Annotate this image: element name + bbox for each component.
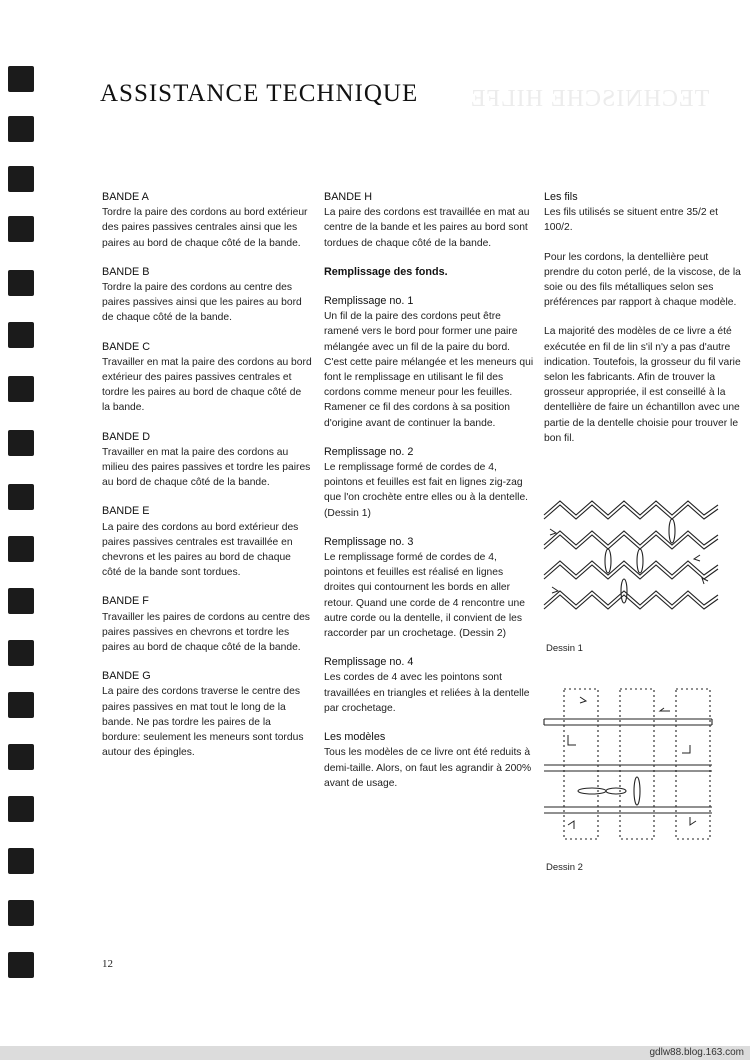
section-heading: Remplissage no. 3 xyxy=(324,535,414,548)
binding-tab xyxy=(8,796,34,822)
section-bande-h xyxy=(324,190,534,251)
bleed-through-title: TECHNISCHE HILFE xyxy=(470,86,710,112)
section-bande-c xyxy=(102,340,312,416)
section-remplissage-3 xyxy=(324,535,534,641)
section-heading: BANDE D xyxy=(102,430,150,443)
crochet-arrows xyxy=(568,697,696,829)
binding-tab xyxy=(8,270,34,296)
straight-bands xyxy=(544,719,712,813)
footer-bar xyxy=(0,1046,750,1060)
binding-tab xyxy=(8,744,34,770)
section-heading: Les modèles xyxy=(324,731,386,744)
binding-tab xyxy=(8,900,34,926)
section-text: Travailler les paires de cordons au centre des paires passives en chevrons et tordre les paires au bord de chaque côté de la bande. xyxy=(102,611,310,654)
column-3 xyxy=(544,190,744,460)
section-bande-d xyxy=(102,430,312,491)
section-heading: BANDE C xyxy=(102,340,150,353)
section-remplissage-4 xyxy=(324,655,534,716)
section-text: La majorité des modèles de ce livre a été exécutée en fil de lin s'il n'y a pas d'autre indication. Toutefois, la grosseur du fil varie selon les fabricants. Afin de trouver la grosseur appropriée, il est conseillé à la dentellière de faire un échantillon avec une partie de la dentelle choisie pour trouver le bon fil. xyxy=(544,326,741,444)
page-title: ASSISTANCE TECHNIQUE xyxy=(100,80,419,107)
section-bande-f xyxy=(102,594,312,655)
section-text: La paire des cordons traverse le centre des paires passives en mat tout le long de la bande. Ne pas tordre les paires de la bordure: seulement les meneurs sont tordus autour des épingles. xyxy=(102,686,304,759)
binding-tab xyxy=(8,692,34,718)
section-text: Le remplissage formé de cordes de 4, pointons et feuilles est réalisé en lignes droites qui contournent les bords en aller retour. Quand une corde de 4 rencontre une autre corde ou la dentelle, il convient de les raccorder par un crochetage. (Dessin 2) xyxy=(324,552,525,640)
section-text: La paire des cordons au bord extérieur des paires passives centrales est travaillée en chevrons et les paires au bord de chaque côté de la bande sont tordues. xyxy=(102,521,299,579)
leaf-crossings xyxy=(578,777,640,805)
page-number: 12 xyxy=(102,958,113,970)
section-text: Pour les cordons, la dentellière peut prendre du coton perlé, de la viscose, de la soie ou des fils métalliques selon ses préférences par rapport à chaque modèle. xyxy=(544,251,741,309)
section-heading: BANDE E xyxy=(102,505,150,518)
section-bande-a xyxy=(102,190,312,251)
section-text: Un fil de la paire des cordons peut être ramené vers le bord pour former une paire mélangée avec un fil de la paire du bord. C'est cette paire mélangée et les meneurs qui font le remplissage en utilisant le fil des cordons comme meneur pour les feuilles. Ramener ce fil des cordons à sa position d'origine avant de continuer la bande. xyxy=(324,311,534,429)
binding-tab xyxy=(8,640,34,666)
section-text: La paire des cordons est travaillée en mat au centre de la bande et les paires au bord sont tordues de chaque côté de la bande. xyxy=(324,207,530,249)
section-text: Le remplissage formé de cordes de 4, pointons et feuilles est fait en lignes zig-zag que l'on crochète entre elles ou à la dentelle. (Dessin 1) xyxy=(324,462,529,519)
section-heading: BANDE A xyxy=(102,191,149,203)
section-text: Travailler en mat la paire des cordons au milieu des paires passives et tordre les paires au bord de chaque côté de la bande. xyxy=(102,446,311,489)
section-bande-g xyxy=(102,669,312,760)
binding-tab xyxy=(8,166,34,192)
section-heading: BANDE B xyxy=(102,265,150,278)
section-heading: Les fils xyxy=(544,191,578,203)
binding-tab xyxy=(8,430,34,456)
binding-tab xyxy=(8,216,34,242)
section-les-modeles xyxy=(324,730,534,791)
section-cordons xyxy=(544,250,744,311)
section-text: Tous les modèles de ce livre ont été reduits à demi-taille. Alors, on faut les agrandir à 200% avant de usage. xyxy=(324,747,532,789)
binding-tab xyxy=(8,116,34,142)
section-lin xyxy=(544,324,744,446)
section-text: Tordre la paire des cordons au centre des paires passives ainsi que les paires au bord de chaque côté de la bande. xyxy=(102,282,302,324)
column-1 xyxy=(102,190,312,775)
binding-tab xyxy=(8,588,34,614)
section-text: Les fils utilisés se situent entre 35/2 et 100/2. xyxy=(544,207,718,234)
section-text: Les cordes de 4 avec les pointons sont travaillées en triangles et reliées à la dentelle par crochetage. xyxy=(324,672,530,714)
binding-tab xyxy=(8,322,34,348)
dessin-1-caption: Dessin 1 xyxy=(546,643,583,654)
dessin-1-diagram xyxy=(540,495,725,620)
zigzag-row xyxy=(544,561,718,579)
section-heading: BANDE H xyxy=(324,191,372,203)
binding-tab xyxy=(8,952,34,978)
section-remplissage-1 xyxy=(324,294,534,431)
section-remplissage-title xyxy=(324,265,534,280)
section-heading: Remplissage des fonds. xyxy=(324,265,448,278)
section-heading: Remplissage no. 4 xyxy=(324,656,414,669)
zigzag-row xyxy=(544,531,718,549)
column-2 xyxy=(324,190,534,805)
watermark-url: gdlw88.blog.163.com xyxy=(649,1047,744,1058)
zigzag-row xyxy=(544,591,718,609)
zigzag-row xyxy=(544,501,718,519)
section-text: Travailler en mat la paire des cordons au bord extérieur des paires passives centrales et tordre les paires au bord de chaque côté de la bande. xyxy=(102,356,312,414)
dotted-columns xyxy=(564,689,710,839)
section-text: Tordre la paire des cordons au bord extérieur des paires passives centrales ainsi que les paires au bord de chaque côté de la bande. xyxy=(102,207,308,249)
section-heading: BANDE G xyxy=(102,670,151,683)
binding-tab xyxy=(8,484,34,510)
binding-tab xyxy=(8,536,34,562)
section-heading: Remplissage no. 2 xyxy=(324,445,414,458)
section-remplissage-2 xyxy=(324,445,534,521)
binding-tab xyxy=(8,376,34,402)
dessin-2-diagram xyxy=(540,685,720,855)
section-heading: BANDE F xyxy=(102,595,149,608)
spiral-binding xyxy=(8,60,38,990)
section-les-fils xyxy=(544,190,744,236)
section-bande-e xyxy=(102,504,312,580)
section-heading: Remplissage no. 1 xyxy=(324,295,414,308)
dessin-2-caption: Dessin 2 xyxy=(546,862,583,873)
section-bande-b xyxy=(102,265,312,326)
leaf-crossings xyxy=(605,519,675,603)
binding-tab xyxy=(8,848,34,874)
binding-tab xyxy=(8,66,34,92)
